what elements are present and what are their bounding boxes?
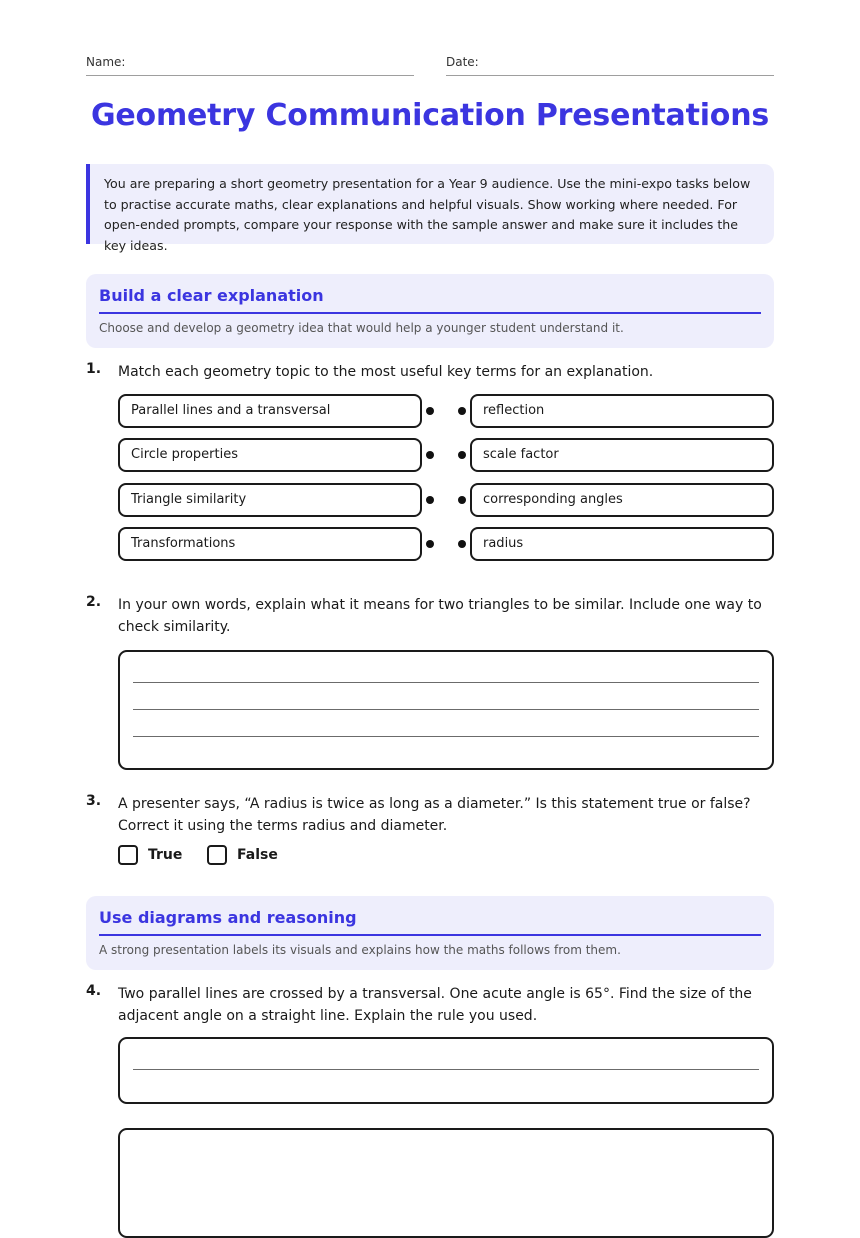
intro-callout: You are preparing a short geometry presentation for a Year 9 audience. Use the mini-expo tasks below to practise accurate maths, clear explanations and helpful visuals. Show working where needed. For open-ended prompts, compare your response with the sample answer and make sure it includes the key ideas.: [86, 164, 774, 244]
answer-line: [133, 736, 759, 737]
answer-line: [133, 682, 759, 683]
match-left-item: Circle properties: [118, 438, 422, 472]
page-title: Geometry Communication Presentations: [90, 98, 770, 133]
match-right-dot[interactable]: [458, 496, 466, 504]
match-left-item: Parallel lines and a transversal: [118, 394, 422, 428]
match-left-item: Triangle similarity: [118, 483, 422, 517]
false-checkbox[interactable]: [207, 845, 227, 865]
question-2: [86, 594, 774, 772]
true-label: True: [148, 847, 183, 863]
name-field[interactable]: [86, 54, 414, 76]
match-left-item: Transformations: [118, 527, 422, 561]
answer-line: [133, 1069, 759, 1070]
true-checkbox[interactable]: [118, 845, 138, 865]
match-right-dot[interactable]: [458, 540, 466, 548]
question-text: Two parallel lines are crossed by a transversal. One acute angle is 65°. Find the size of the adjacent angle on a straight line. Explain the rule you used.: [118, 986, 752, 1024]
name-label: Name:: [86, 55, 126, 69]
question-number: 2.: [86, 594, 102, 610]
match-right-item: scale factor: [470, 438, 774, 472]
match-left-dot[interactable]: [426, 540, 434, 548]
section-title: Use diagrams and reasoning: [99, 896, 761, 936]
date-field[interactable]: [446, 54, 774, 76]
answer-box[interactable]: [118, 1037, 774, 1104]
match-row: [118, 438, 774, 472]
section-subtitle: A strong presentation labels its visuals and explains how the maths follows from them.: [99, 943, 621, 957]
question-number: 1.: [86, 361, 102, 377]
match-row: [118, 394, 774, 428]
match-right-item: corresponding angles: [470, 483, 774, 517]
false-label: False: [237, 847, 278, 863]
section-diagrams-reasoning: [86, 896, 774, 970]
question-number: 3.: [86, 793, 102, 809]
match-right-item: radius: [470, 527, 774, 561]
question-4: [86, 983, 774, 1216]
section-build-explanation: [86, 274, 774, 348]
match-row: [118, 483, 774, 517]
match-right-dot[interactable]: [458, 407, 466, 415]
answer-line: [133, 709, 759, 710]
match-left-dot[interactable]: [426, 451, 434, 459]
question-3: [86, 793, 774, 873]
question-number: 4.: [86, 983, 102, 999]
header-fields: [86, 54, 774, 76]
working-box[interactable]: [118, 1128, 774, 1238]
match-right-dot[interactable]: [458, 451, 466, 459]
question-text: In your own words, explain what it means for two triangles to be similar. Include one way to check similarity.: [118, 597, 762, 635]
match-left-dot[interactable]: [426, 407, 434, 415]
question-1: [86, 361, 774, 565]
section-title: Build a clear explanation: [99, 274, 761, 314]
section-subtitle: Choose and develop a geometry idea that would help a younger student understand it.: [99, 321, 624, 335]
date-label: Date:: [446, 55, 479, 69]
match-row: [118, 527, 774, 561]
question-text: Match each geometry topic to the most useful key terms for an explanation.: [118, 364, 654, 380]
answer-box[interactable]: [118, 650, 774, 770]
true-false-options: [118, 844, 418, 866]
match-right-item: reflection: [470, 394, 774, 428]
question-text: A presenter says, “A radius is twice as long as a diameter.” Is this statement true or false? Correct it using the terms radius and diameter.: [118, 796, 751, 834]
match-left-dot[interactable]: [426, 496, 434, 504]
